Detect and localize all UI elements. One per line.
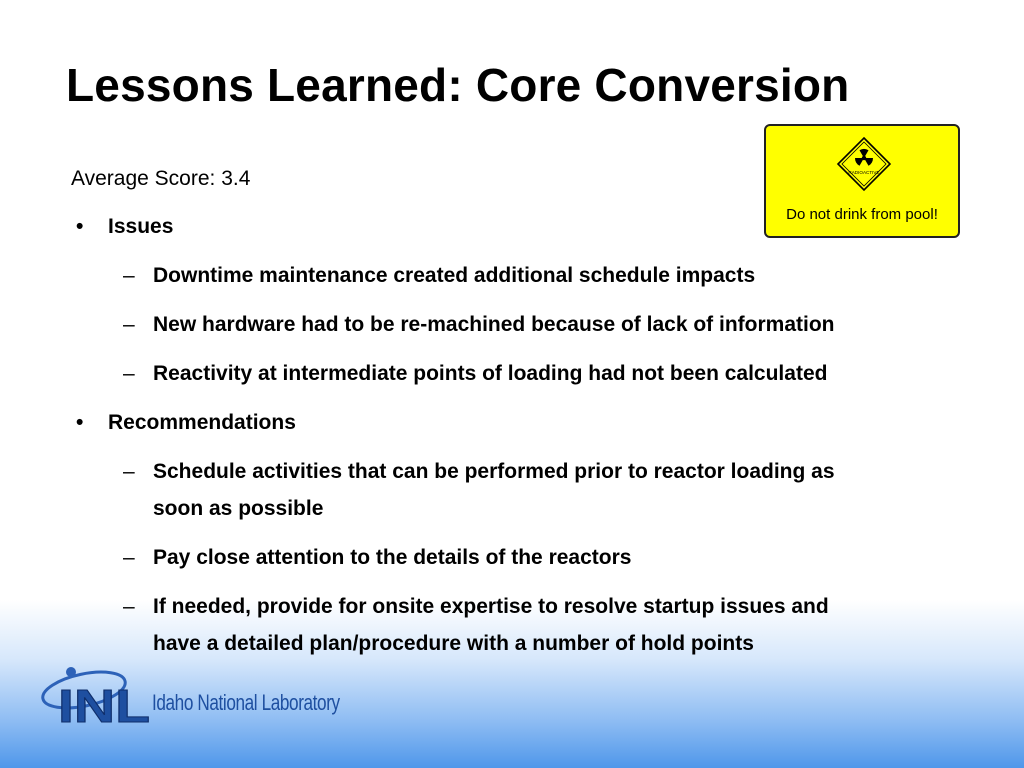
inl-logo	[40, 660, 152, 735]
radiation-warning-icon	[836, 136, 892, 192]
recommendation-item	[123, 453, 835, 490]
recommendations-heading-text: Recommendations	[108, 411, 296, 434]
dash-marker: –	[123, 546, 135, 569]
recommendation-item-line: soon as possible	[153, 497, 324, 520]
recommendations-heading	[76, 404, 296, 441]
recommendation-item-line: have a detailed plan/procedure with a number of hold points	[153, 632, 754, 655]
recommendation-item-line: Schedule activities that can be performed prior to reactor loading as	[153, 460, 835, 483]
recommendation-item-continued	[153, 490, 323, 527]
recommendation-item	[123, 588, 829, 625]
slide-title: Lessons Learned: Core Conversion	[66, 59, 850, 111]
pool-warning-sign	[764, 124, 960, 238]
dash-marker: –	[123, 264, 135, 287]
bullet-marker: •	[76, 411, 84, 434]
dash-marker: –	[123, 595, 135, 618]
bullet-marker: •	[76, 215, 84, 238]
recommendation-item-line: Pay close attention to the details of the reactors	[153, 546, 632, 569]
issue-item-text: New hardware had to be re-machined because of lack of information	[153, 313, 835, 336]
issues-heading	[76, 208, 174, 245]
logo-name: Idaho National Laboratory	[152, 690, 340, 715]
recommendation-item	[123, 539, 632, 576]
issue-item-text: Reactivity at intermediate points of loading had not been calculated	[153, 362, 828, 385]
issue-item	[123, 355, 828, 392]
recommendation-item-continued	[153, 625, 754, 662]
issue-item-text: Downtime maintenance created additional schedule impacts	[153, 264, 756, 287]
dash-marker: –	[123, 460, 135, 483]
dash-marker: –	[123, 313, 135, 336]
recommendation-item-line: If needed, provide for onsite expertise to resolve startup issues and	[153, 595, 829, 618]
diamond-label: RADIOACTIVE	[848, 170, 880, 175]
logo-mark-text: INL	[58, 680, 150, 730]
inl-logo-mark	[40, 660, 152, 730]
sign-text: Do not drink from pool!	[786, 206, 938, 223]
average-score: Average Score: 3.4	[71, 167, 251, 190]
dash-marker: –	[123, 362, 135, 385]
issues-heading-text: Issues	[108, 215, 174, 238]
issue-item	[123, 257, 756, 294]
issue-item	[123, 306, 835, 343]
